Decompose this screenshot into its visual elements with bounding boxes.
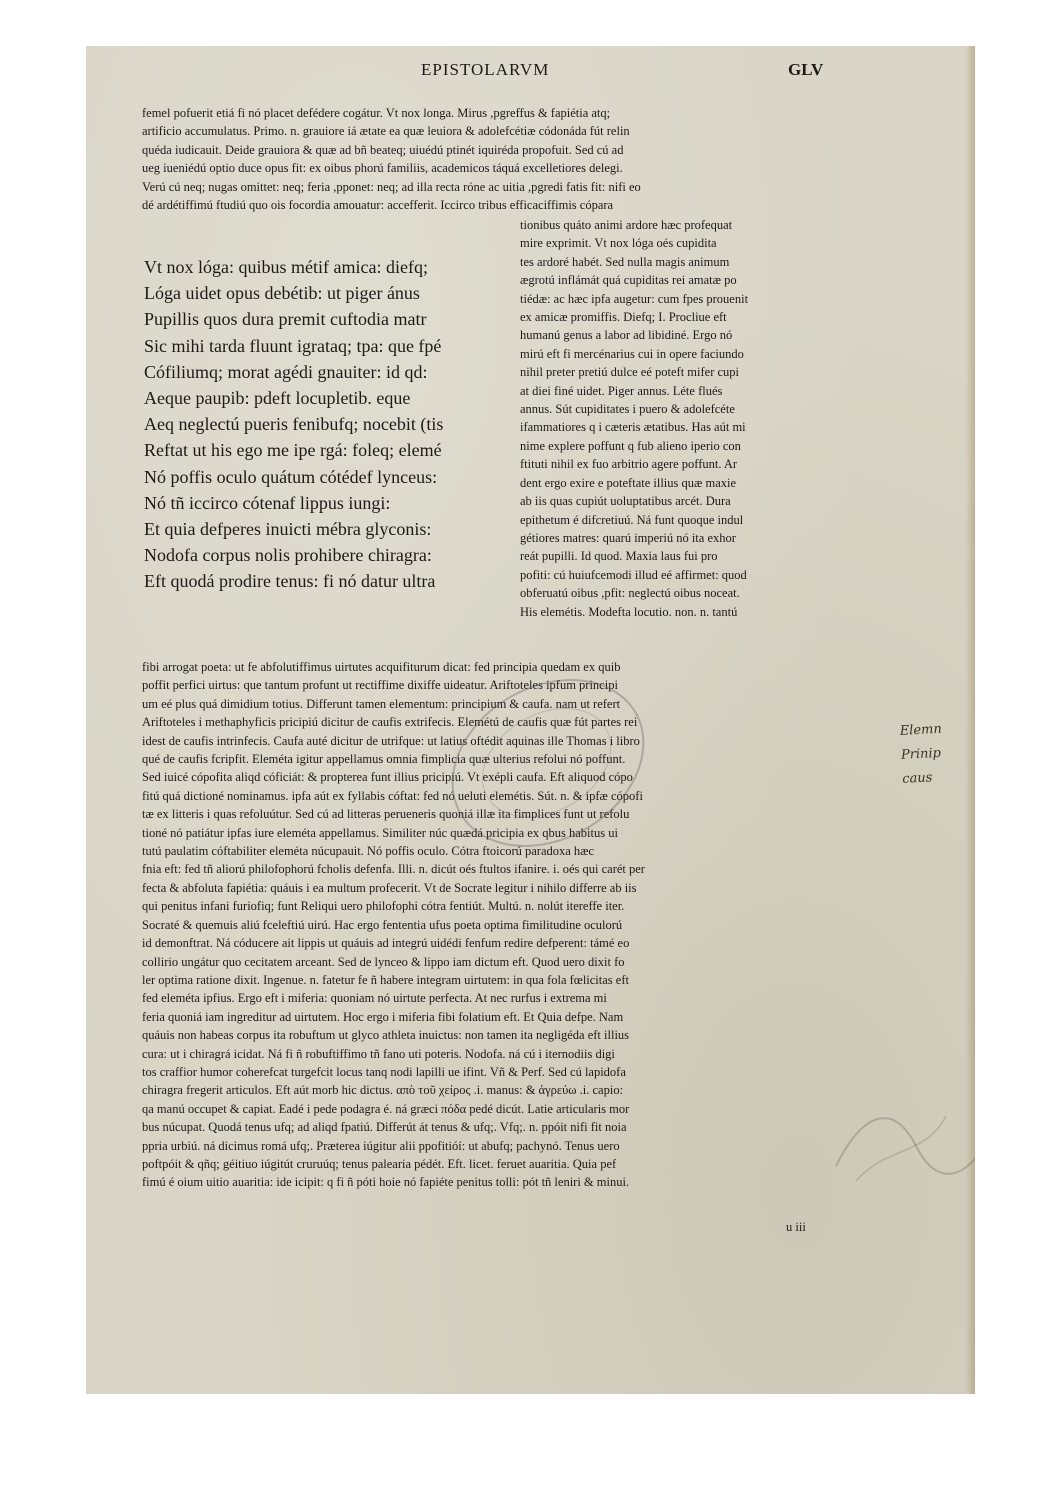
running-title: EPISTOLARVM (421, 60, 550, 79)
commentary-bottom-line: tioné nó patiátur ipfas iure eleméta appellamus. Similiter núc quædá pricipia ex qbus habitus ui (142, 825, 618, 840)
commentary-side-line: tionibus quáto animi ardore hæc profequat (520, 218, 733, 232)
verse-line: Vt nox lóga: quibus métif amica: diefq; (144, 257, 428, 277)
commentary-bottom-line: fitú quá dictioné nominamus. ipfa aút ex fyllabis cóftat: fed nó ueluti elemétis. Sút. n. & ipfæ cópofi (142, 788, 643, 803)
commentary-bottom-line: id demonftrat. Ná códucere ait lippis ut quáuis ad integrú uidédi fenfum redire defperent: támé eo (142, 936, 630, 951)
commentary-top-line: artificio accumulatus. Primo. n. grauiore iá ætate ea quæ leuiora & adolefcétiæ códonáda fút relin (142, 124, 630, 139)
commentary-side-line: ægrotú inflámát quá cupiditas rei amatæ po (520, 273, 737, 288)
verse-line: Nodofa corpus nolis prohibere chiragra: (144, 545, 432, 566)
commentary-side-line: at diei finé uidet. Piger annus. Léte flués (520, 383, 723, 398)
commentary-side-line: ab iis quas cupiút uoluptatibus arcét. Dura (520, 494, 731, 509)
commentary-bottom-line: bus núcupat. Quodá tenus ufq; ad aliqd fpatiú. Differút át tenus & ufq;. Vfq;. n. ppóit nifi fit noia (142, 1120, 627, 1135)
verse-line: Lóga uidet opus debétib: ut piger ánus (144, 283, 420, 304)
commentary-top-line: quéda iudicauit. Deide grauiora & quæ ad bñ beateq; uiuédú ptinét iquiréda propofuit. Sed cú ad (142, 142, 624, 157)
commentary-side-line: humanú genus a labor ad libidiné. Ergo nó (520, 328, 733, 343)
commentary-bottom-line: idest de caufis intrinfecis. Caufa auté dicitur de utrifque: ut latius oftédit aquinas ille Thomas i libro (142, 733, 640, 748)
commentary-side-column (520, 216, 870, 621)
commentary-top-line: dé ardétiffimú ftudiú quo ois focordia amouatur: accefferit. Iccirco tribus efficaciffimis cópara (142, 198, 614, 213)
commentary-side-line: obferuatú oibus ,pfit: neglectú oibus noceat. (520, 586, 740, 601)
verse-line: Reftat ut his ego me ipe rgá: foleq; elemé (144, 440, 442, 461)
commentary-top-line: femel pofuerit etiá fi nó placet defédere cogátur. Vt nox longa. Mirus ,pgreffus & fapiétia atq; (142, 106, 611, 120)
commentary-bottom-line: fibi arrogat poeta: ut fe abfolutiffimus uirtutes acquifiturum dicat: fed principia quedam ex quib (142, 660, 621, 674)
commentary-bottom-line: qui penitus infani furiofiq; funt Reliqui uero philofophi cótra fentiút. Multú. n. nolút itereffe iter. (142, 899, 625, 914)
commentary-bottom-line: um eé plus quá dimidium totius. Differunt tamen elementum: principium & caufa. nam ut refert (142, 696, 621, 711)
commentary-side-line: His elemétis. Modefta locutio. non. n. tantú (520, 604, 738, 619)
commentary-side-line: mirú eft fi mercénarius cui in opere faciundo (520, 346, 744, 361)
commentary-side-line: reát pupilli. Id quod. Maxia laus fui pro (520, 549, 718, 564)
commentary-side-line: nihil preter pretiú dulce eé poteft mifer cupi (520, 365, 740, 380)
commentary-bottom-line: collirio ungátur quo cecitatem arceant. Sed de lynceo & lippo iam dictum eft. Quod uero dixit fo (142, 954, 625, 969)
faded-flourish-mark (826, 1086, 975, 1196)
commentary-bottom-line: Ariftoteles i methaphyficis pricipiú dicitur de caufis extrifecis. Elemétú de caufis quæ fút partes rei (142, 715, 638, 730)
verse-line: Eft quodá prodire tenus: fi nó datur ultra (144, 571, 436, 592)
commentary-side-line: ifammatiores q i cæteris ætatibus. Has aút mi (520, 420, 746, 435)
commentary-bottom-line: fnia eft: fed tñ aliorú philofophorú fcholis defenfa. Illi. n. dicút oés ftultos ifanire. i. oés qui carét per (142, 862, 645, 877)
verse-line: Aeque paupib: pdeft locupletib. eque (144, 388, 411, 409)
verse-line: Sic mihi tarda fluunt igrataq; tpa: que fpé (144, 335, 442, 356)
commentary-side-line: gétiores matres: quarú imperiú nó ita exhor (520, 530, 736, 545)
signature-mark: u iii (786, 1220, 806, 1234)
commentary-side-line: ftituti nihil ex fuo arbitrio agere poffunt. Ar (520, 457, 738, 472)
commentary-bottom-line: chiragra fregerit articulos. Eft aút morb hic dictus. απὸ τοῦ χείρος .i. manus: & ἀγρεύω .i. capio: (142, 1083, 624, 1098)
commentary-bottom-line: qa manú occupet & capiat. Eadé i pede podagra é. ná græci πόδα pedé dicút. Latie articularis mor (142, 1101, 630, 1116)
commentary-top-block (142, 104, 867, 214)
commentary-bottom-line: quáuis non habeas corpus ita robuftum ut glyco athleta inuictus: non tamen ita negligéda eft illius (142, 1028, 630, 1043)
commentary-bottom-line: tutú paulatim cóftabiliter eleméta núcupauit. Nó poffis oculo. Cótra ftoicorú paradoxa hæc (142, 844, 595, 859)
commentary-bottom-line: Sed iuicé cópofita aliqd cóficiát: & propterea funt illius pricipiú. Vt exépli caufa. Eft aliquod cópo (142, 770, 633, 785)
margin-note-line: Elemn (899, 721, 943, 739)
verse-line: Nó tñ iccirco cótenaf lippus iungi: (144, 492, 391, 513)
commentary-side-line: mire exprimit. Vt nox lóga oés cupidita (520, 236, 717, 251)
commentary-side-line: dent ergo exire e poteftate illius quæ maxie (520, 475, 737, 490)
handwritten-margin-note (899, 716, 975, 792)
commentary-bottom-line: ler optima ratione dixit. Ingenue. n. fatetur fe ñ habere integram uirtutem: in qua fola fœlicitas eft (142, 972, 629, 987)
commentary-top-line: Verú cú neq; nugas omittet: neq; feria ,pponet: neq; ad illa recta róne ac uitia ,pgredi fatis fit: nifi eo (142, 179, 641, 194)
verse-text-block (144, 254, 522, 595)
commentary-bottom-line: cura: ut i chiragrá icidat. Ná fi ñ robuftiffimo tñ fano uti poteris. Nodofa. ná cú i iternodiis digi (142, 1046, 615, 1061)
verse-line: Et quia defperes inuicti mébra glyconis: (144, 519, 432, 540)
commentary-bottom-line: poftpóit & qñq; géitiuo iúgitút cruruúq; tenus palearia pédét. Eft. licet. feruet auaritia. Quia pef (142, 1156, 617, 1171)
scanned-page (86, 46, 975, 1394)
folio-number: GLV (788, 60, 824, 79)
verse-line: Nó poffis oculo quátum cótédef lynceus: (144, 466, 438, 487)
commentary-side-line: nime explere poffunt q fub alieno iperio con (520, 438, 741, 453)
commentary-bottom-line: qué de caufis fcripfit. Eleméta igitur appellamus omnia fimplicia quæ ulterius refolui nó poffunt. (142, 752, 626, 767)
verse-line: Aeq neglectú pueris fenibufq; nocebit (tis (144, 414, 444, 435)
margin-note-line: Prinip (900, 745, 942, 763)
commentary-top-line: ueg iueniédú optio duce opus fit: ex oibus phorú familiis, academicos táquá excelletiores delegi. (142, 161, 623, 176)
commentary-bottom-line: feria quoniá iam ingreditur ad uirtutem. Hoc ergo i miferia fibi folatium eft. Et Quia defpe. Nam (142, 1009, 624, 1024)
commentary-bottom-line: tos craffior humor coherefcat turgefcit locus tanq nodi lapilli ue ifint. Vñ & Perf. Sed cú lapidofa (142, 1064, 626, 1079)
commentary-side-line: tiédæ: ac hæc ipfa augetur: cum fpes prouenit (520, 291, 749, 306)
commentary-bottom-line: ppria urbiú. ná dicimus romá ufq;. Præterea iúgitur alii ppofitióí: ut abufq; pachynó. Tenus uero (142, 1138, 620, 1153)
commentary-bottom-line: fecta & abfoluta fapiétia: quáuis i ea multum profecerit. Vt de Socrate legitur i nihilo differre ab iis (142, 880, 637, 895)
commentary-side-line: pofiti: cú huiufcemodi illud eé affirmet: quod (520, 567, 747, 582)
commentary-side-line: annus. Sút cupiditates i puero & adolefcéte (520, 402, 735, 417)
commentary-bottom-line: Socraté & quemuis aliú fceleftiú uirú. Hac ergo fententia ufus poeta optima fimilitudine oculorú (142, 917, 623, 932)
commentary-side-line: ex amicæ promiffis. Diefq; I. Procliue eft (520, 310, 727, 325)
verse-line: Pupillis quos dura premit cuftodia matr (144, 309, 427, 330)
commentary-bottom-line: fimú é oium uitio auaritia: ide icipit: q fi ñ póti hoie nó fapiéte penitus tolli: pót tñ leniri & minui. (142, 1175, 630, 1190)
commentary-side-line: epithetum é difcretiuú. Ná funt quoque indul (520, 512, 744, 527)
margin-note-line: caus (901, 770, 933, 787)
verse-line: Cófiliumq; morat agédi gnauiter: id qd: (144, 361, 428, 382)
commentary-side-line: tes ardoré habét. Sed nulla magis animum (520, 254, 730, 269)
commentary-bottom-line: tæ ex litteris i quas refoluútur. Sed cú ad litteras perueneris quoniá illæ ita fimplices funt ut refolu (142, 807, 630, 822)
commentary-bottom-line: poffit perfici uirtus: que tantum profunt ut rectiffime dixiffe uideatur. Ariftoteles ipfum principi (142, 678, 618, 693)
commentary-bottom-line: fed eleméta ipfius. Ergo eft i miferia: quoniam nó uirtute perfecta. At nec rurfus i extrema mi (142, 991, 607, 1006)
